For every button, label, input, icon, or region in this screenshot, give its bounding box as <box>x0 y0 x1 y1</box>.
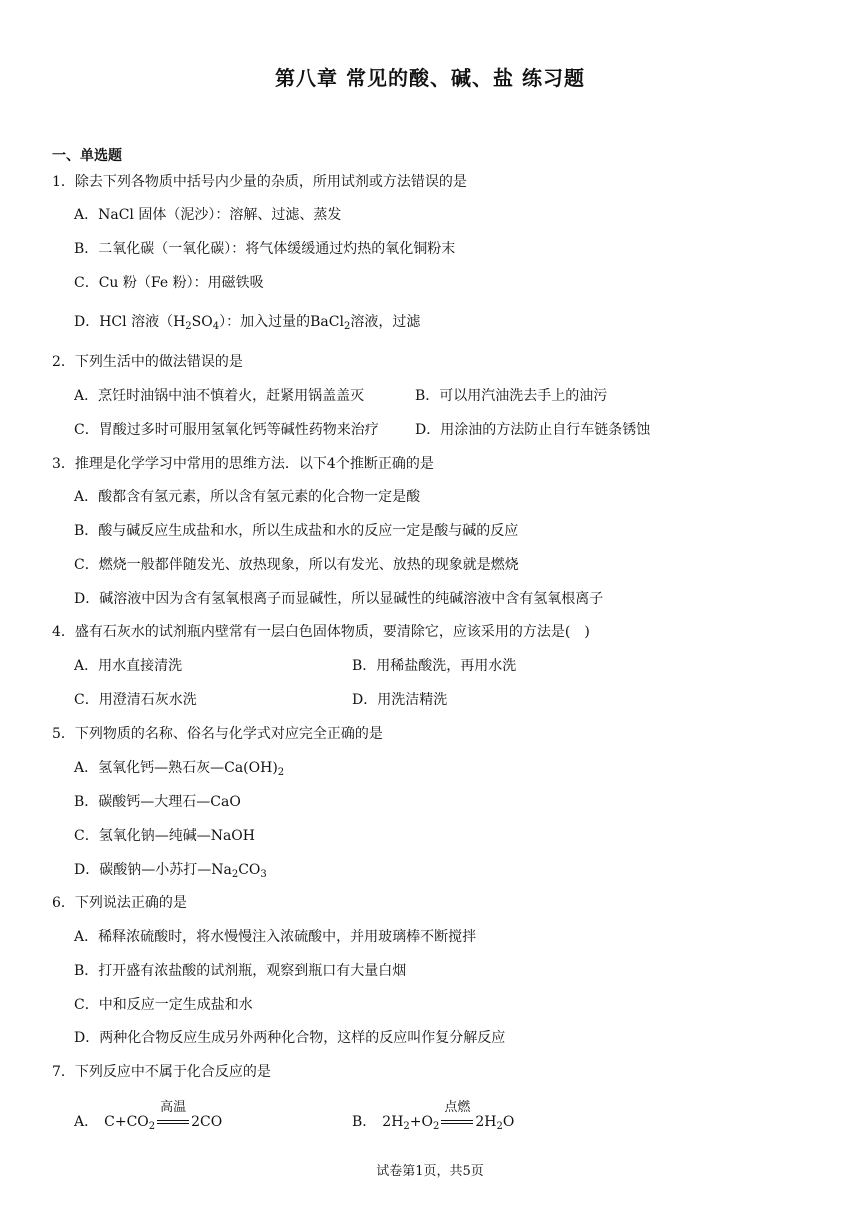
q7a-right: 2CO <box>191 1114 223 1130</box>
q5d-text: D．碳酸钠—小苏打—Na <box>74 862 232 878</box>
question-2-option-a: A．烹饪时油锅中油不慎着火，赶紧用锅盖盖灭 <box>74 388 365 404</box>
q5a-text: A．氢氧化钙—熟石灰—Ca(OH) <box>74 760 278 776</box>
question-5-option-b: B．碳酸钙—大理石—CaO <box>74 794 241 810</box>
q5d-sub2: 3 <box>260 869 267 880</box>
question-1-option-d <box>74 312 420 332</box>
q7b-condition <box>440 1100 474 1132</box>
question-4-stem: 4．盛有石灰水的试剂瓶内壁常有一层白色固体物质，要清除它，应该采用的方法是( ) <box>52 624 590 640</box>
q1d-suffix: 溶液，过滤 <box>350 314 421 330</box>
question-6-option-d: D．两种化合物反应生成另外两种化合物，这样的反应叫作复分解反应 <box>74 1030 506 1046</box>
question-3-option-a: A．酸都含有氢元素，所以含有氢元素的化合物一定是酸 <box>74 489 421 505</box>
question-1-option-b: B．二氧化碳（一氧化碳）：将气体缓缓通过灼热的氧化铜粉末 <box>74 241 456 257</box>
question-4-option-c: C．用澄清石灰水洗 <box>74 692 197 708</box>
q1d-bacl: BaCl <box>310 314 344 330</box>
question-2-option-b: B．可以用汽油洗去手上的油污 <box>415 388 608 404</box>
question-7-option-a <box>74 1100 223 1132</box>
question-5-stem: 5．下列物质的名称、俗名与化学式对应完全正确的是 <box>52 726 383 742</box>
q7a-condition <box>156 1100 190 1132</box>
q1d-mid: ）：加入过量的 <box>219 314 311 330</box>
question-5-option-a <box>74 758 284 778</box>
page-footer: 试卷第1页，共5页 <box>376 1164 484 1179</box>
q5d-mid: CO <box>238 862 261 878</box>
q1d-so: SO <box>191 314 213 330</box>
question-6-option-c: C．中和反应一定生成盐和水 <box>74 997 253 1013</box>
question-5-option-c: C．氢氧化钠—纯碱—NaOH <box>74 828 255 844</box>
question-6-option-a: A．稀释浓硫酸时，将水慢慢注入浓硫酸中，并用玻璃棒不断搅拌 <box>74 929 477 945</box>
q7b-right-o: O <box>502 1114 515 1130</box>
q7b-h-sub: 2 <box>403 1121 410 1132</box>
question-3-option-b: B．酸与碱反应生成盐和水，所以生成盐和水的反应一定是酸与碱的反应 <box>74 523 519 539</box>
q1d-h: H <box>173 314 186 330</box>
q7b-o-sub: 2 <box>433 1121 440 1132</box>
question-3-stem: 3．推理是化学学习中常用的思维方法．以下4个推断正确的是 <box>52 456 434 472</box>
question-6-stem: 6．下列说法正确的是 <box>52 895 187 911</box>
question-5-option-d <box>74 860 267 880</box>
question-2-option-c: C．胃酸过多时可服用氢氧化钙等碱性药物来治疗 <box>74 422 379 438</box>
question-6-option-b: B．打开盛有浓盐酸的试剂瓶，观察到瓶口有大量白烟 <box>74 963 407 979</box>
page-title: 第八章 常见的酸、碱、盐 练习题 <box>275 66 585 90</box>
q1d-bacl-sub: 2 <box>343 321 351 332</box>
question-4-option-a: A．用水直接清洗 <box>74 658 183 674</box>
q7b-h: 2H <box>382 1114 404 1130</box>
question-4-option-b: B．用稀盐酸洗，再用水洗 <box>352 658 517 674</box>
q7a-condition-label: 高温 <box>160 1100 187 1115</box>
q7b-equals-line-top <box>441 1120 473 1121</box>
q7b-right: 2H <box>475 1114 497 1130</box>
question-7-stem: 7．下列反应中不属于化合反应的是 <box>52 1064 271 1080</box>
section-heading: 一、单选题 <box>52 148 122 164</box>
q7b-condition-label: 点燃 <box>444 1100 471 1115</box>
q7b-o: +O <box>409 1114 434 1130</box>
q7b-equals-line-bottom <box>441 1123 473 1124</box>
q7a-equals-line-top <box>157 1120 189 1121</box>
question-3-option-d: D．碱溶液中因为含有氢氧根离子而显碱性，所以显碱性的纯碱溶液中含有氢氧根离子 <box>74 591 604 607</box>
q7a-left: C+CO <box>104 1114 149 1130</box>
q5d-sub1: 2 <box>231 869 239 880</box>
q7a-label: A． <box>74 1114 99 1130</box>
question-7-option-b <box>352 1100 515 1132</box>
question-1-option-c: C．Cu 粉（Fe 粉）：用磁铁吸 <box>74 275 264 291</box>
q7b-right-sub: 2 <box>496 1121 503 1132</box>
q1d-h-sub: 2 <box>185 321 192 332</box>
question-1-stem: 1．除去下列各物质中括号内少量的杂质，所用试剂或方法错误的是 <box>52 174 467 190</box>
q1d-prefix: D．HCl 溶液（ <box>74 314 174 330</box>
q7b-label: B． <box>352 1114 377 1130</box>
q7a-equals-line-bottom <box>157 1123 189 1124</box>
question-2-stem: 2．下列生活中的做法错误的是 <box>52 354 243 370</box>
question-1-option-a: A．NaCl 固体（泥沙）：溶解、过滤、蒸发 <box>74 207 342 223</box>
q1d-so-sub: 4 <box>212 321 220 332</box>
q7a-left-sub: 2 <box>148 1121 156 1132</box>
q5a-sub: 2 <box>277 767 285 778</box>
question-3-option-c: C．燃烧一般都伴随发光、放热现象，所以有发光、放热的现象就是燃烧 <box>74 557 519 573</box>
question-4-option-d: D．用洗洁精洗 <box>352 692 448 708</box>
question-2-option-d: D．用涂油的方法防止自行车链条锈蚀 <box>415 422 651 438</box>
